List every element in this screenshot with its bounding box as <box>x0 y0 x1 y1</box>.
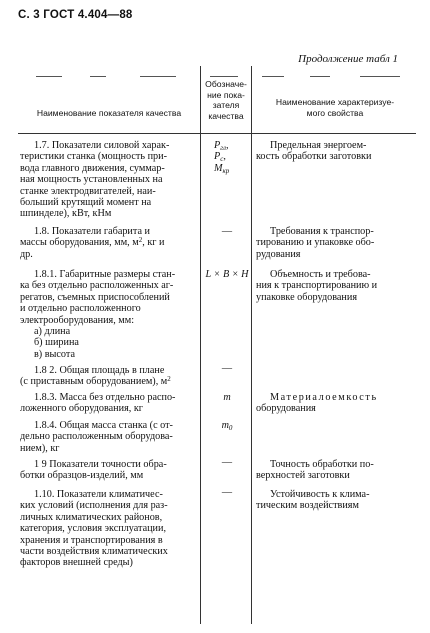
row-1-9-name: 1 9 Показатели точности обра- ботки образцов-изделий, мм <box>20 459 167 482</box>
row-1-10-name: 1.10. Показатели климатичес- ких условий (исполнения для раз- личных климатических районов, категория, условия эксплуатации, хранения и транспортирования в части воздействия климатических факторов внешней среды) <box>20 489 168 569</box>
header-name: Наименование показателя качества <box>36 108 182 118</box>
row-1-8-property: Требования к транспор- тированию и упаковке обо- рудования <box>256 226 375 260</box>
top-rule-segment <box>210 76 238 77</box>
row-1-8-name: 1.8. Показатели габарита и массы оборудования, мм, $м^2$, кг и др. <box>20 226 165 260</box>
row-1-7-property: Предельная энергоем- кость обработки заготовки <box>256 140 372 163</box>
header-rule <box>18 133 416 134</box>
list-item: а) длина <box>34 326 71 338</box>
row-1-8-4-designation: $m_0$ <box>221 420 233 432</box>
column-divider <box>251 66 252 624</box>
column-divider <box>200 66 201 624</box>
header-property: Наименование характеризуе- мого свойства <box>275 97 395 118</box>
list-item: б) ширина <box>34 337 79 349</box>
row-1-9-designation: — <box>221 457 233 468</box>
row-1-8-2-designation: — <box>221 363 233 374</box>
row-1-8-3-name: 1.8.3. Масса без отдельно распо- ложенного оборудования, кг <box>20 392 176 415</box>
row-1-10-designation: — <box>221 487 233 498</box>
list-item: в) высота <box>34 348 75 360</box>
row-1-8-3-property: Материалоемкость оборудования <box>256 392 378 415</box>
row-1-8-designation: — <box>221 226 233 237</box>
top-rule-segment <box>140 76 176 77</box>
page-header: С. 3 ГОСТ 4.404—88 <box>18 9 133 21</box>
header-designation: Обозначе- ние пока- зателя качества <box>205 79 247 121</box>
row-1-8-1-property: Объемность и требова- ния к транспортированию и упаковке оборудования <box>256 269 378 303</box>
top-rule-segment <box>262 76 284 77</box>
row-1-8-3-designation: m <box>223 392 231 403</box>
row-1-8-1-name: 1.8.1. Габаритные размеры стан- ка без отдельно расположенных аг- регатов, съемных приспособлений и отдельно расположенного электрооборудования, мм: а) длина б) ширина в) высота <box>20 269 198 360</box>
top-rule-segment <box>36 76 62 77</box>
row-1-7-name: 1.7. Показатели силовой харак- теристики станка (мощность при- вода главного движения, суммар- ная мощность установленных на станке электродвигателей, наи- больший крутящий момент на шпинделе), кВт, кНм <box>20 140 170 220</box>
row-1-9-property: Точность обработки по- верхностей заготовки <box>256 459 374 482</box>
row-1-10-property: Устойчивость к клима- тическим воздействиям <box>256 489 370 512</box>
top-rule-segment <box>360 76 400 77</box>
continuation-label: Продолжение табл 1 <box>298 53 398 65</box>
row-1-8-2-name: 1.8 2. Общая площадь в плане (с приставным оборудованием), $м^2$ <box>20 365 171 388</box>
row-1-8-4-name: 1.8.4. Общая масса станка (с от- дельно расположенным оборудова- нием), кг <box>20 420 173 454</box>
row-1-8-1-designation: L × B × H <box>205 269 249 280</box>
row-1-7-designation: $P_{гл}$, $P_с$, $M_{кр}$ <box>214 140 230 175</box>
top-rule-segment <box>310 76 330 77</box>
top-rule-segment <box>90 76 106 77</box>
